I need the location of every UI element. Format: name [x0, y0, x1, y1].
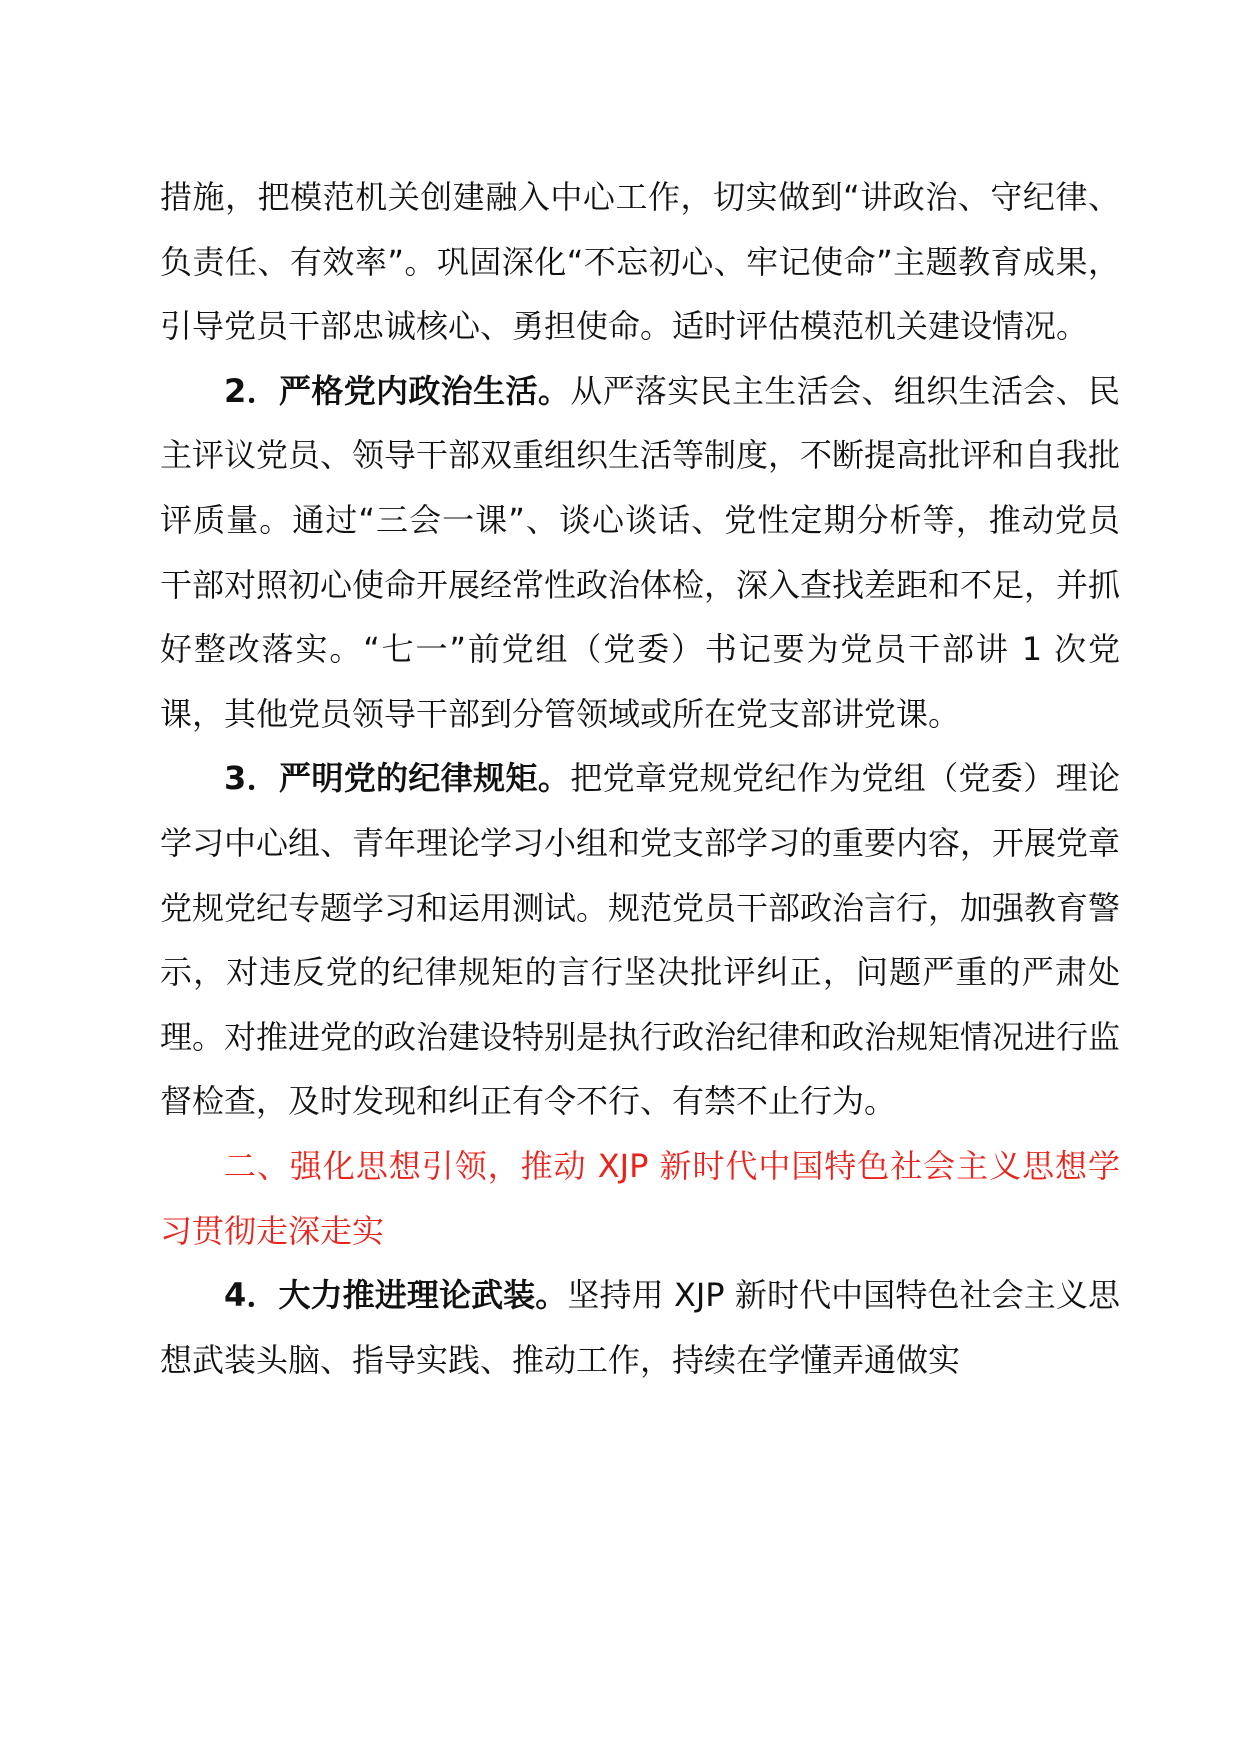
- item-body: 从严落实民主生活会、组织生活会、民主评议党员、领导干部双重组织生活等制度，不断提高批评和自我批评质量。通过“三会一课”、谈心谈话、党性定期分析等，推动党员干部对照初心使命开展经常性政治体检，深入查找差距和不足，并抓好整改落实。“七一”前党组（党委）书记要为党员干部讲 1 次党课，其他党员领导干部到分管领域或所在党支部讲党课。: [160, 371, 1121, 733]
- item-body: 把党章党规党纪作为党组（党委）理论学习中心组、青年理论学习小组和党支部学习的重要内容，开展党章党规党纪专题学习和运用测试。规范党员干部政治言行，加强教育警示，对违反党的纪律规矩的言行坚决批评纠正，问题严重的严肃处理。对推进党的政治建设特别是执行政治纪律和政治规矩情况进行监督检查，及时发现和纠正有令不行、有禁不止行为。: [160, 759, 1121, 1121]
- paragraph-item-3: [160, 746, 1120, 1134]
- item-number: 3．: [224, 759, 279, 798]
- section-heading: 二、强化思想引领，推动 XJP 新时代中国特色社会主义思想学习贯彻走深走实: [160, 1146, 1120, 1250]
- paragraph-item-4: [160, 1263, 1120, 1392]
- document-body: [160, 165, 1120, 1392]
- item-body: 坚持用 XJP 新时代中国特色社会主义思想武装头脑、指导实践、推动工作，持续在学懂弄通做实: [160, 1276, 1120, 1379]
- item-title: 大力推进理论武装。: [278, 1276, 568, 1315]
- item-title: 严明党的纪律规矩。: [278, 759, 571, 798]
- item-title: 严格党内政治生活。: [278, 371, 571, 410]
- item-number: 4．: [224, 1276, 279, 1315]
- paragraph-continuation: 措施，把模范机关创建融入中心工作，切实做到“讲政治、守纪律、负责任、有效率”。巩固深化“不忘初心、牢记使命”主题教育成果，引导党员干部忠诚核心、勇担使命。适时评估模范机关建设情况。: [160, 178, 1120, 346]
- paragraph-item-2: [160, 359, 1120, 747]
- item-number: 2．: [224, 371, 279, 410]
